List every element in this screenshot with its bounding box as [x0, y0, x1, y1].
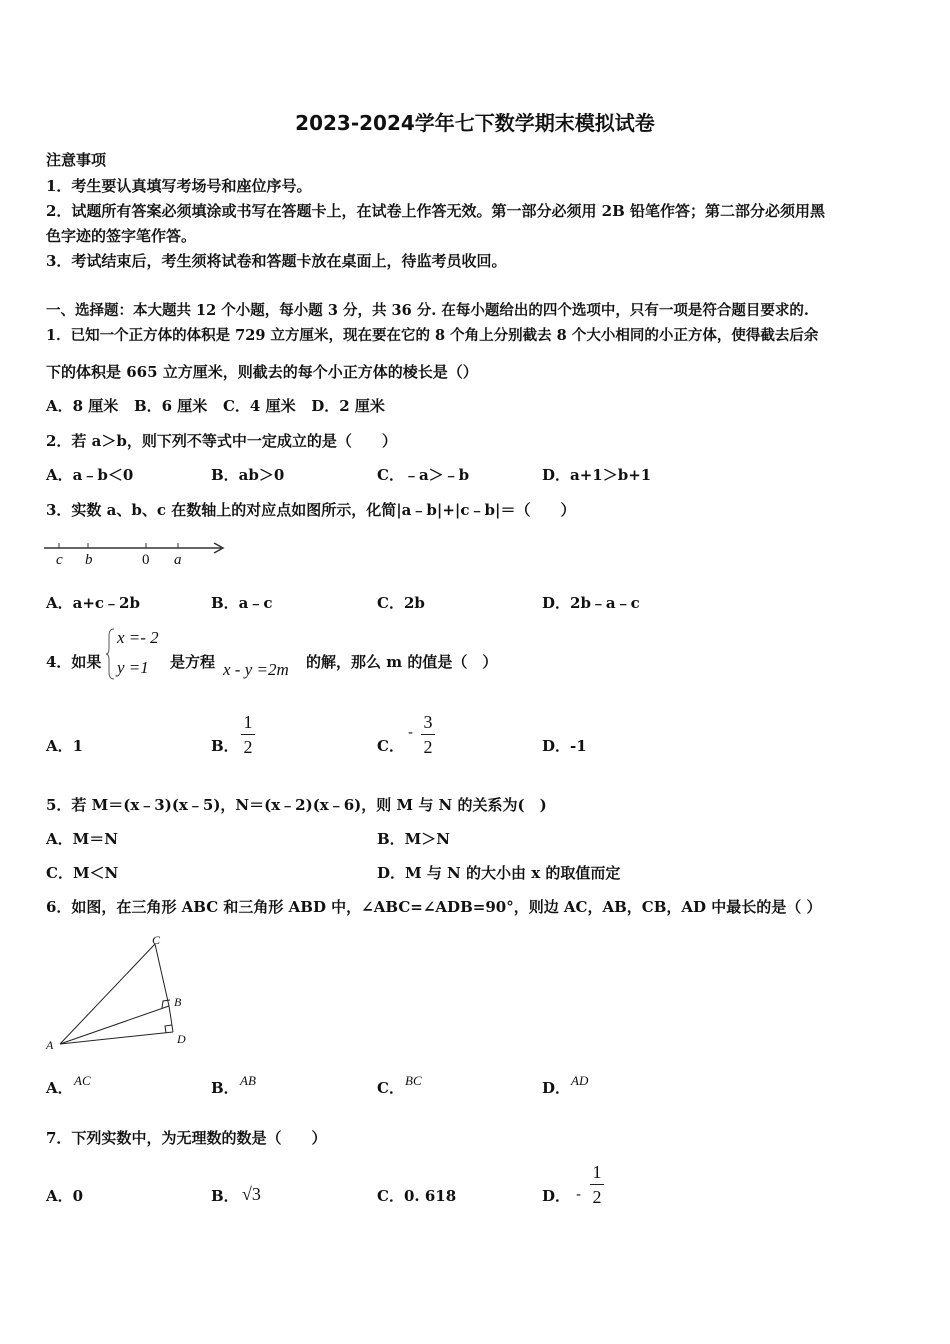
notice-item: 2．试题所有答案必须填涂或书写在答题卡上，在试卷上作答无效。第一部分必须用 2B 铅笔作答；第二部分必须用黑	[46, 202, 826, 220]
q2-stem: 2．若 a＞b，则下列不等式中一定成立的是（ ）	[46, 432, 397, 450]
notice-item: 3．考试结束后，考生须将试卷和答题卡放在桌面上，待监考员收回。	[46, 252, 507, 270]
q4-option-b-fraction	[241, 712, 255, 757]
axis-label-0: 0	[142, 552, 150, 568]
section-heading: 一、选择题：本大题共 12 个小题，每小题 3 分，共 36 分. 在每小题给出的四个选项中，只有一项是符合题目要求的.	[46, 302, 809, 319]
q4-option-a: A．1	[46, 737, 84, 755]
vertex-label-b: B	[174, 995, 182, 1009]
q5-option-a: A．M＝N	[46, 830, 118, 848]
q4-suffix: 的解，那么 m 的值是（ ）	[306, 653, 498, 671]
q4-option-c-fraction	[421, 712, 435, 757]
brace-icon	[106, 628, 116, 680]
q7-option-d-fraction	[590, 1162, 604, 1207]
q6-option-b-value: AB	[240, 1073, 256, 1088]
q4-equation: x - y =2m	[223, 660, 289, 679]
q6-option-a: A．	[46, 1079, 73, 1097]
denominator: 2	[423, 737, 433, 757]
q1-stem: 1．已知一个正方体的体积是 729 立方厘米，现在要在它的 8 个角上分别截去 8 个大小相同的小正方体，使得截去后余	[46, 327, 819, 344]
q7-option-a: A．0	[46, 1187, 84, 1205]
notice-heading: 注意事项	[46, 151, 107, 169]
q4-prefix: 4．如果	[46, 653, 102, 671]
axis-label-b: b	[85, 552, 93, 568]
q7-option-d-sign: -	[576, 1185, 582, 1203]
q3-option-c: C．2b	[377, 594, 425, 612]
vertex-label-d: D	[177, 1032, 186, 1046]
q6-option-a-value: AC	[74, 1073, 91, 1088]
q5-stem: 5．若 M＝(x﹣3)(x﹣5)，N＝(x﹣2)(x﹣6)，则 M 与 N 的关系为( )	[46, 796, 547, 814]
numerator: 1	[243, 712, 253, 732]
axis-label-a: a	[174, 552, 182, 568]
q6-stem: 6．如图，在三角形 ABC 和三角形 ABD 中，∠ABC=∠ADB=90°，则边 AC，AB，CB，AD 中最长的是（ ）	[46, 898, 822, 916]
q7-option-d: D．	[542, 1187, 571, 1205]
numerator: 1	[592, 1162, 602, 1182]
q4-option-d: D．-1	[542, 737, 587, 755]
q6-option-b: B．	[211, 1079, 239, 1097]
q1-options: A．8 厘米 B．6 厘米 C．4 厘米 D．2 厘米	[46, 397, 385, 415]
q4-option-b: B．	[211, 737, 239, 755]
q3-option-b: B．a﹣c	[211, 594, 273, 612]
q2-option-c: C．﹣a＞﹣b	[377, 466, 470, 484]
q6-option-d: D．	[542, 1079, 571, 1097]
denominator: 2	[592, 1187, 602, 1207]
q6-option-d-value: AD	[571, 1073, 589, 1088]
axis-label-c: c	[56, 552, 63, 568]
q3-option-d: D．2b﹣a﹣c	[542, 594, 640, 612]
q5-option-c: C．M＜N	[46, 864, 119, 882]
number-line-figure	[44, 538, 229, 570]
q1-stem-cont: 下的体积是 665 立方厘米，则截去的每个小正方体的棱长是（）	[46, 363, 478, 381]
q7-option-b: B．	[211, 1187, 239, 1205]
notice-item: 1．考生要认真填写考场号和座位序号。	[46, 177, 312, 195]
q4-mid: 是方程	[170, 653, 216, 671]
q4-system-x: x =- 2	[117, 628, 159, 647]
q3-option-a: A．a+c﹣2b	[46, 594, 140, 612]
q7-stem: 7．下列实数中，为无理数的数是（ ）	[46, 1129, 327, 1147]
q5-option-b: B．M＞N	[377, 830, 450, 848]
page-title: 2023-2024学年七下数学期末模拟试卷	[295, 111, 655, 135]
q4-option-c-sign: -	[408, 723, 414, 741]
q3-stem: 3．实数 a、b、c 在数轴上的对应点如图所示，化简|a﹣b|+|c﹣b|＝（ ）	[46, 501, 576, 519]
q6-option-c-value: BC	[405, 1073, 422, 1088]
q2-option-a: A．a﹣b＜0	[46, 466, 134, 484]
q5-option-d: D．M 与 N 的大小由 x 的取值而定	[377, 864, 621, 882]
q4-system-y: y =1	[117, 658, 149, 677]
notice-item: 色字迹的签字笔作答。	[46, 227, 197, 245]
q4-option-c: C．	[377, 737, 404, 755]
q6-option-c: C．	[377, 1079, 404, 1097]
vertex-label-a: A	[46, 1038, 54, 1052]
vertex-label-c: C	[152, 933, 161, 947]
q7-option-b-sqrt: √3	[242, 1184, 261, 1204]
numerator: 3	[423, 712, 433, 732]
q2-option-d: D．a+1＞b+1	[542, 466, 652, 484]
q7-option-c: C．0. 618	[377, 1187, 457, 1205]
q2-option-b: B．ab＞0	[211, 466, 285, 484]
denominator: 2	[243, 737, 253, 757]
